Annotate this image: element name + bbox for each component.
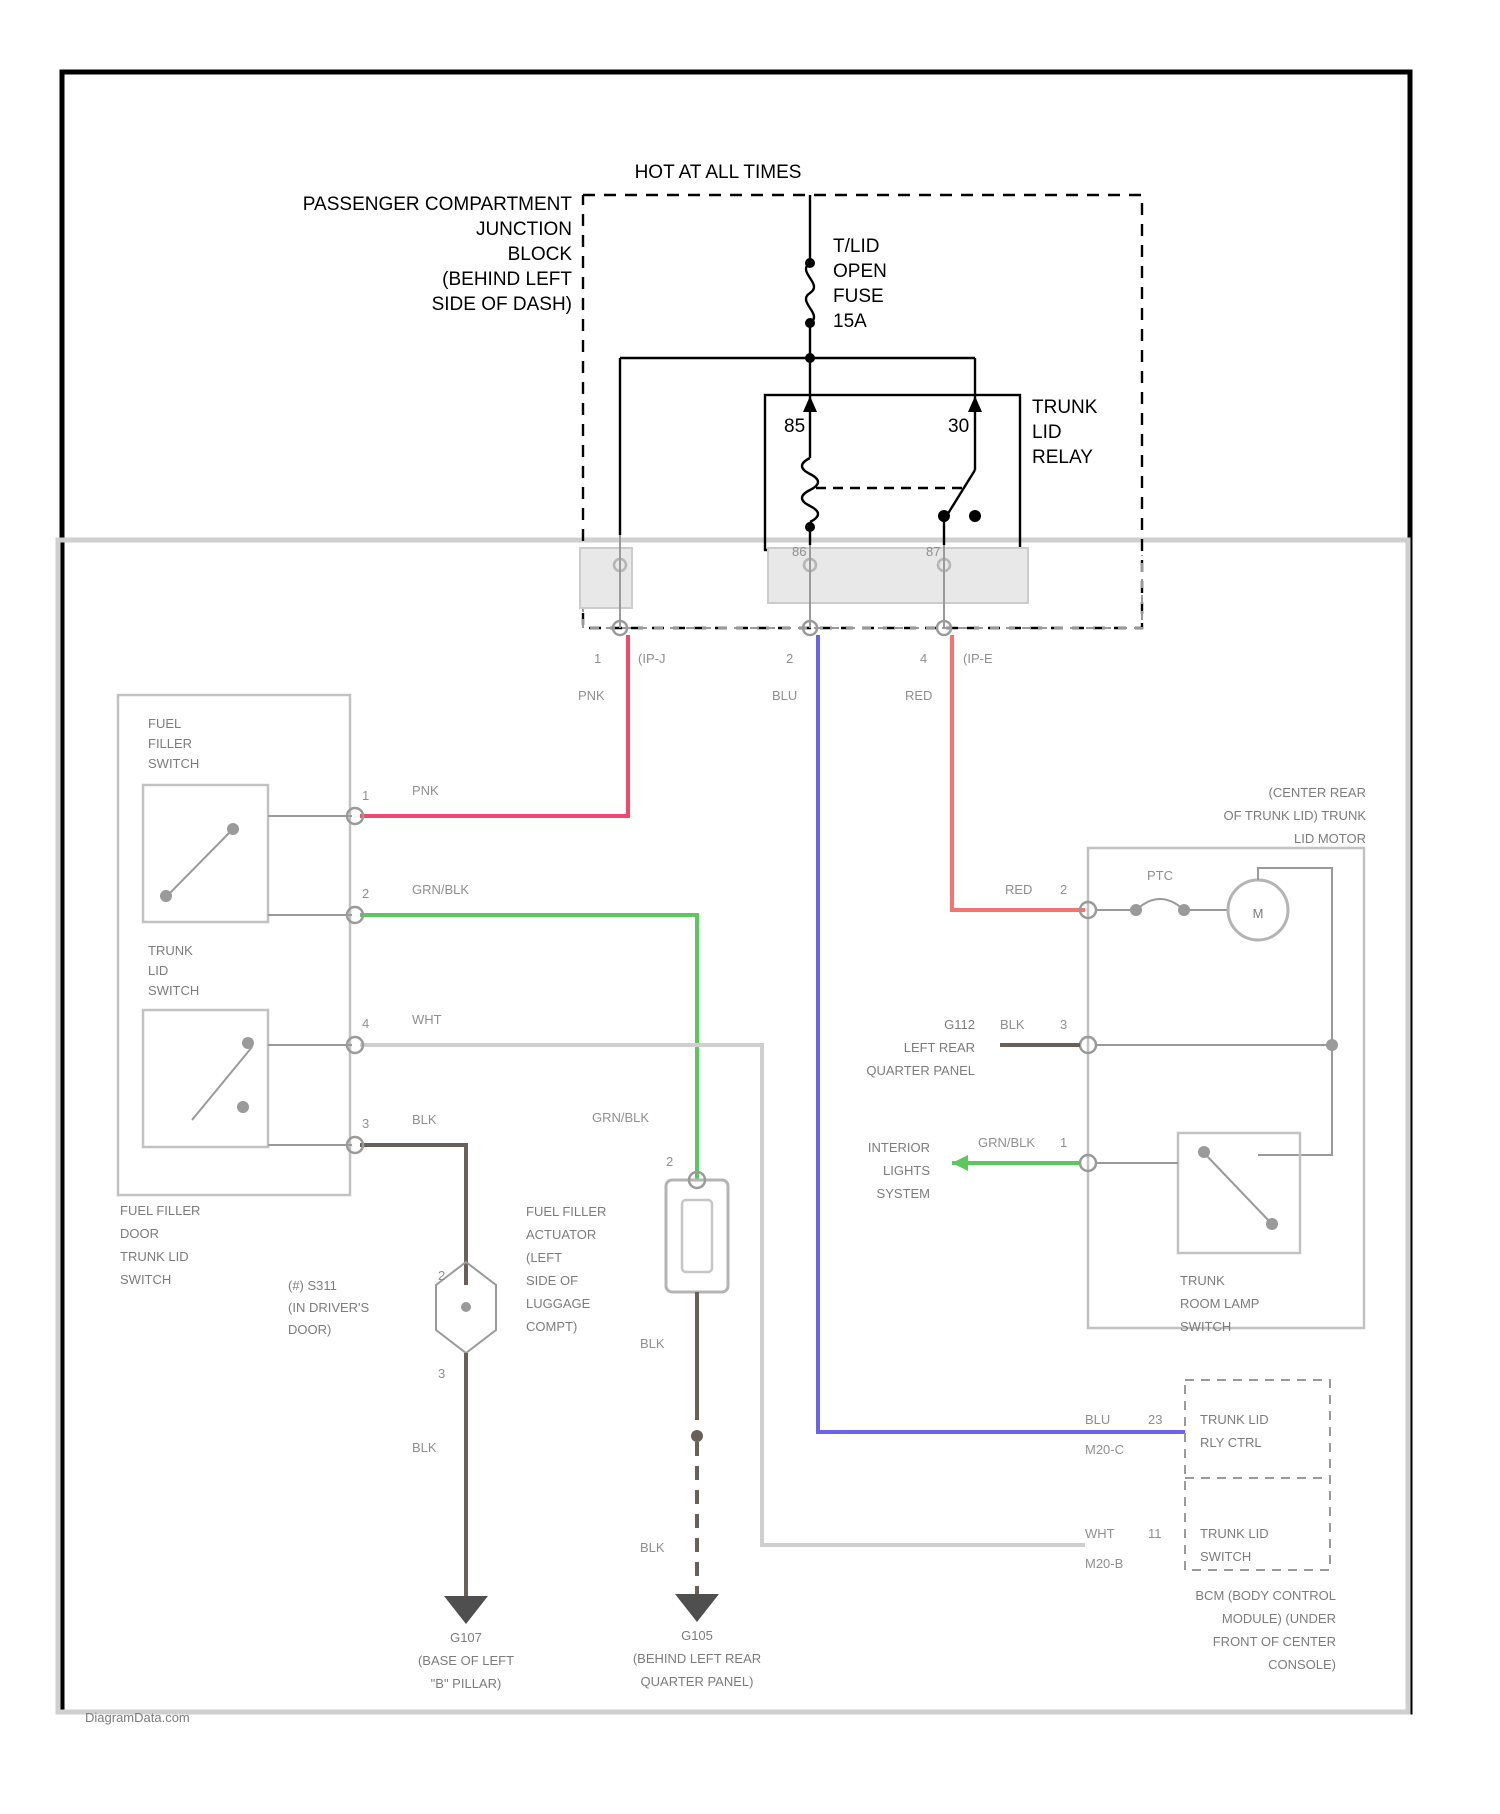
bcm-caption-2: MODULE) (UNDER [1221, 1611, 1336, 1626]
motor-caption-3: LID MOTOR [1294, 831, 1366, 846]
bcm-row2-text-2: SWITCH [1200, 1549, 1252, 1564]
wire-label-pnk-mid: PNK [412, 783, 439, 798]
fuse-label-line3: FUSE [833, 286, 884, 307]
connector-c1-code: (IP-J [638, 651, 666, 666]
wire-label-red-top: RED [905, 688, 933, 703]
ground-g107-id: G107 [450, 1630, 482, 1645]
relay-pin-30-label: 30 [948, 416, 970, 437]
bcm-row1-wire: BLU [1085, 1412, 1111, 1427]
connector-c2-cavity: 2 [786, 651, 794, 666]
ptc-label: PTC [1147, 868, 1173, 883]
ground-g112-text-2: QUARTER PANEL [866, 1063, 975, 1078]
fuse-label-line2: OPEN [833, 261, 887, 282]
ptc-node-left [1130, 904, 1142, 916]
diagram-border [62, 72, 1410, 1712]
fuel-filler-switch-label-2: FILLER [148, 736, 193, 751]
wire-label-blk-ground-left: BLK [412, 1440, 437, 1455]
bcm-caption-3: FRONT OF CENTER [1212, 1634, 1336, 1649]
fuse-label-line4: 15A [833, 311, 867, 332]
trunk-lid-switch-contact [242, 1037, 254, 1049]
ground-g112-id: G112 [944, 1017, 975, 1032]
actuator-caption-2: ACTUATOR [526, 1227, 597, 1242]
bcm-row1-connector: M20-C [1085, 1442, 1125, 1457]
splice-label-1: (#) S311 [288, 1278, 337, 1293]
switch-pin-3-number: 3 [362, 1116, 370, 1131]
splice-pin-top: 2 [438, 1268, 446, 1283]
relay-name-line3: RELAY [1032, 447, 1093, 468]
connector-shell-left [580, 548, 632, 608]
connector-c1-cavity: 1 [594, 651, 602, 666]
motor-pin-4-number: 2 [1060, 882, 1068, 897]
splice-s311-node [461, 1302, 471, 1312]
ground-g107-text-2: "B" PILLAR) [430, 1676, 502, 1691]
connector-c3-cavity: 4 [920, 651, 928, 666]
wire-label-grnblk-motor: GRN/BLK [978, 1135, 1036, 1150]
bcm-row1-text-1: TRUNK LID [1200, 1412, 1269, 1427]
wire-label-grnblk-mid: GRN/BLK [412, 882, 470, 897]
fuel-filler-switch-pivot [160, 890, 172, 902]
splice-label-2: (IN DRIVER'S [288, 1300, 370, 1315]
motor-caption-1: (CENTER REAR [1268, 785, 1366, 800]
bcm-row2-connector: M20-B [1085, 1556, 1124, 1571]
junction-block-label-2: JUNCTION [475, 219, 572, 240]
interior-lights-text-2: LIGHTS [883, 1163, 930, 1178]
lamp-switch-label-1: TRUNK [1180, 1273, 1225, 1288]
motor-ground-node [1326, 1039, 1338, 1051]
wire-label-wht-mid: WHT [412, 1012, 442, 1027]
wire-label-blk-motor: BLK [1000, 1017, 1025, 1032]
wire-label-pnk-top: PNK [578, 688, 605, 703]
interior-lights-text-1: INTERIOR [867, 1140, 930, 1155]
relay-name-line1: TRUNK [1032, 397, 1098, 418]
trunk-lid-switch-label-2: LID [148, 963, 169, 978]
relay-pin-87-label: 87 [926, 544, 941, 559]
wire-label-grnblk-low: GRN/BLK [592, 1110, 650, 1125]
watermark: DiagramData.com [85, 1710, 190, 1725]
actuator-caption-3: (LEFT [526, 1250, 563, 1265]
wire-label-blu-top: BLU [772, 688, 798, 703]
left-block-caption-4: SWITCH [120, 1272, 172, 1287]
motor-ground-pin-number: 3 [1060, 1017, 1068, 1032]
junction-block-label-1: PASSENGER COMPARTMENT [302, 194, 572, 215]
fuel-filler-switch-label-1: FUEL [148, 716, 182, 731]
lamp-switch-label-3: SWITCH [1180, 1319, 1232, 1334]
left-block-caption-1: FUEL FILLER [120, 1203, 201, 1218]
trunk-lid-switch-label-1: TRUNK [148, 943, 193, 958]
connector-c3-code: (IP-E [963, 651, 993, 666]
bcm-row1-cavity: 23 [1148, 1412, 1163, 1427]
relay-name-line2: LID [1032, 422, 1062, 443]
trunk-lid-switch-pivot [237, 1101, 249, 1113]
left-block-caption-3: TRUNK LID [120, 1249, 189, 1264]
interior-lights-text-3: SYSTEM [876, 1186, 930, 1201]
hot-at-all-times-label: HOT AT ALL TIMES [634, 162, 802, 183]
wire-label-blk-mid: BLK [412, 1112, 437, 1127]
bcm-row2-wire: WHT [1085, 1526, 1115, 1541]
bcm-caption-4: CONSOLE) [1268, 1657, 1336, 1672]
actuator-pin-number: 2 [666, 1154, 674, 1169]
junction-block-label-5: SIDE OF DASH) [431, 294, 572, 315]
actuator-caption-4: SIDE OF [526, 1273, 579, 1288]
fuel-filler-switch-label-3: SWITCH [148, 756, 200, 771]
bcm-row2-text-1: TRUNK LID [1200, 1526, 1269, 1541]
bcm-row2-cavity: 11 [1148, 1526, 1162, 1541]
connector-shell-relay [768, 548, 1028, 603]
fuse-label-line1: T/LID [833, 236, 880, 257]
switch-pin-2-number: 2 [362, 886, 370, 901]
splice-label-3: DOOR) [288, 1322, 332, 1337]
junction-block-label-4: (BEHIND LEFT [442, 269, 572, 290]
junction-block-label-3: BLOCK [507, 244, 572, 265]
motor-letter: M [1252, 906, 1264, 921]
lamp-switch-pivot [1198, 1146, 1210, 1158]
actuator-caption-5: LUGGAGE [526, 1296, 591, 1311]
motor-caption-2: OF TRUNK LID) TRUNK [1223, 808, 1366, 823]
lamp-switch-pin-number: 1 [1060, 1135, 1068, 1150]
left-block-caption-2: DOOR [120, 1226, 159, 1241]
actuator-caption-1: FUEL FILLER [526, 1204, 607, 1219]
bcm-caption-1: BCM (BODY CONTROL [1195, 1588, 1336, 1603]
splice-pin-bottom: 3 [438, 1366, 446, 1381]
ground-g112-text-1: LEFT REAR [903, 1040, 975, 1055]
relay-pin-85-label: 85 [784, 416, 806, 437]
relay-contact-node [969, 510, 981, 522]
switch-pin-4-number: 4 [362, 1016, 370, 1031]
ground-g107-text-1: (BASE OF LEFT [417, 1653, 515, 1668]
ground-g105-text-1: (BEHIND LEFT REAR [632, 1651, 762, 1666]
bcm-row1-text-2: RLY CTRL [1200, 1435, 1262, 1450]
wire-label-red-motor: RED [1005, 882, 1033, 897]
switch-pin-1-number: 1 [362, 788, 370, 803]
lamp-switch-contact [1266, 1218, 1278, 1230]
ground-g105-text-2: QUARTER PANEL) [640, 1674, 754, 1689]
wire-label-blk-ground-mid: BLK [640, 1540, 665, 1555]
wire-label-blk-low: BLK [640, 1336, 665, 1351]
relay-coil-node [805, 522, 815, 532]
trunk-lid-switch-label-3: SWITCH [148, 983, 200, 998]
ground-g105-id: G105 [681, 1628, 713, 1643]
splice-node-mid [691, 1430, 703, 1442]
relay-pin-86-label: 86 [792, 544, 807, 559]
fuel-filler-switch-contact [227, 823, 239, 835]
actuator-caption-6: COMPT) [526, 1319, 578, 1334]
lamp-switch-label-2: ROOM LAMP [1180, 1296, 1260, 1311]
